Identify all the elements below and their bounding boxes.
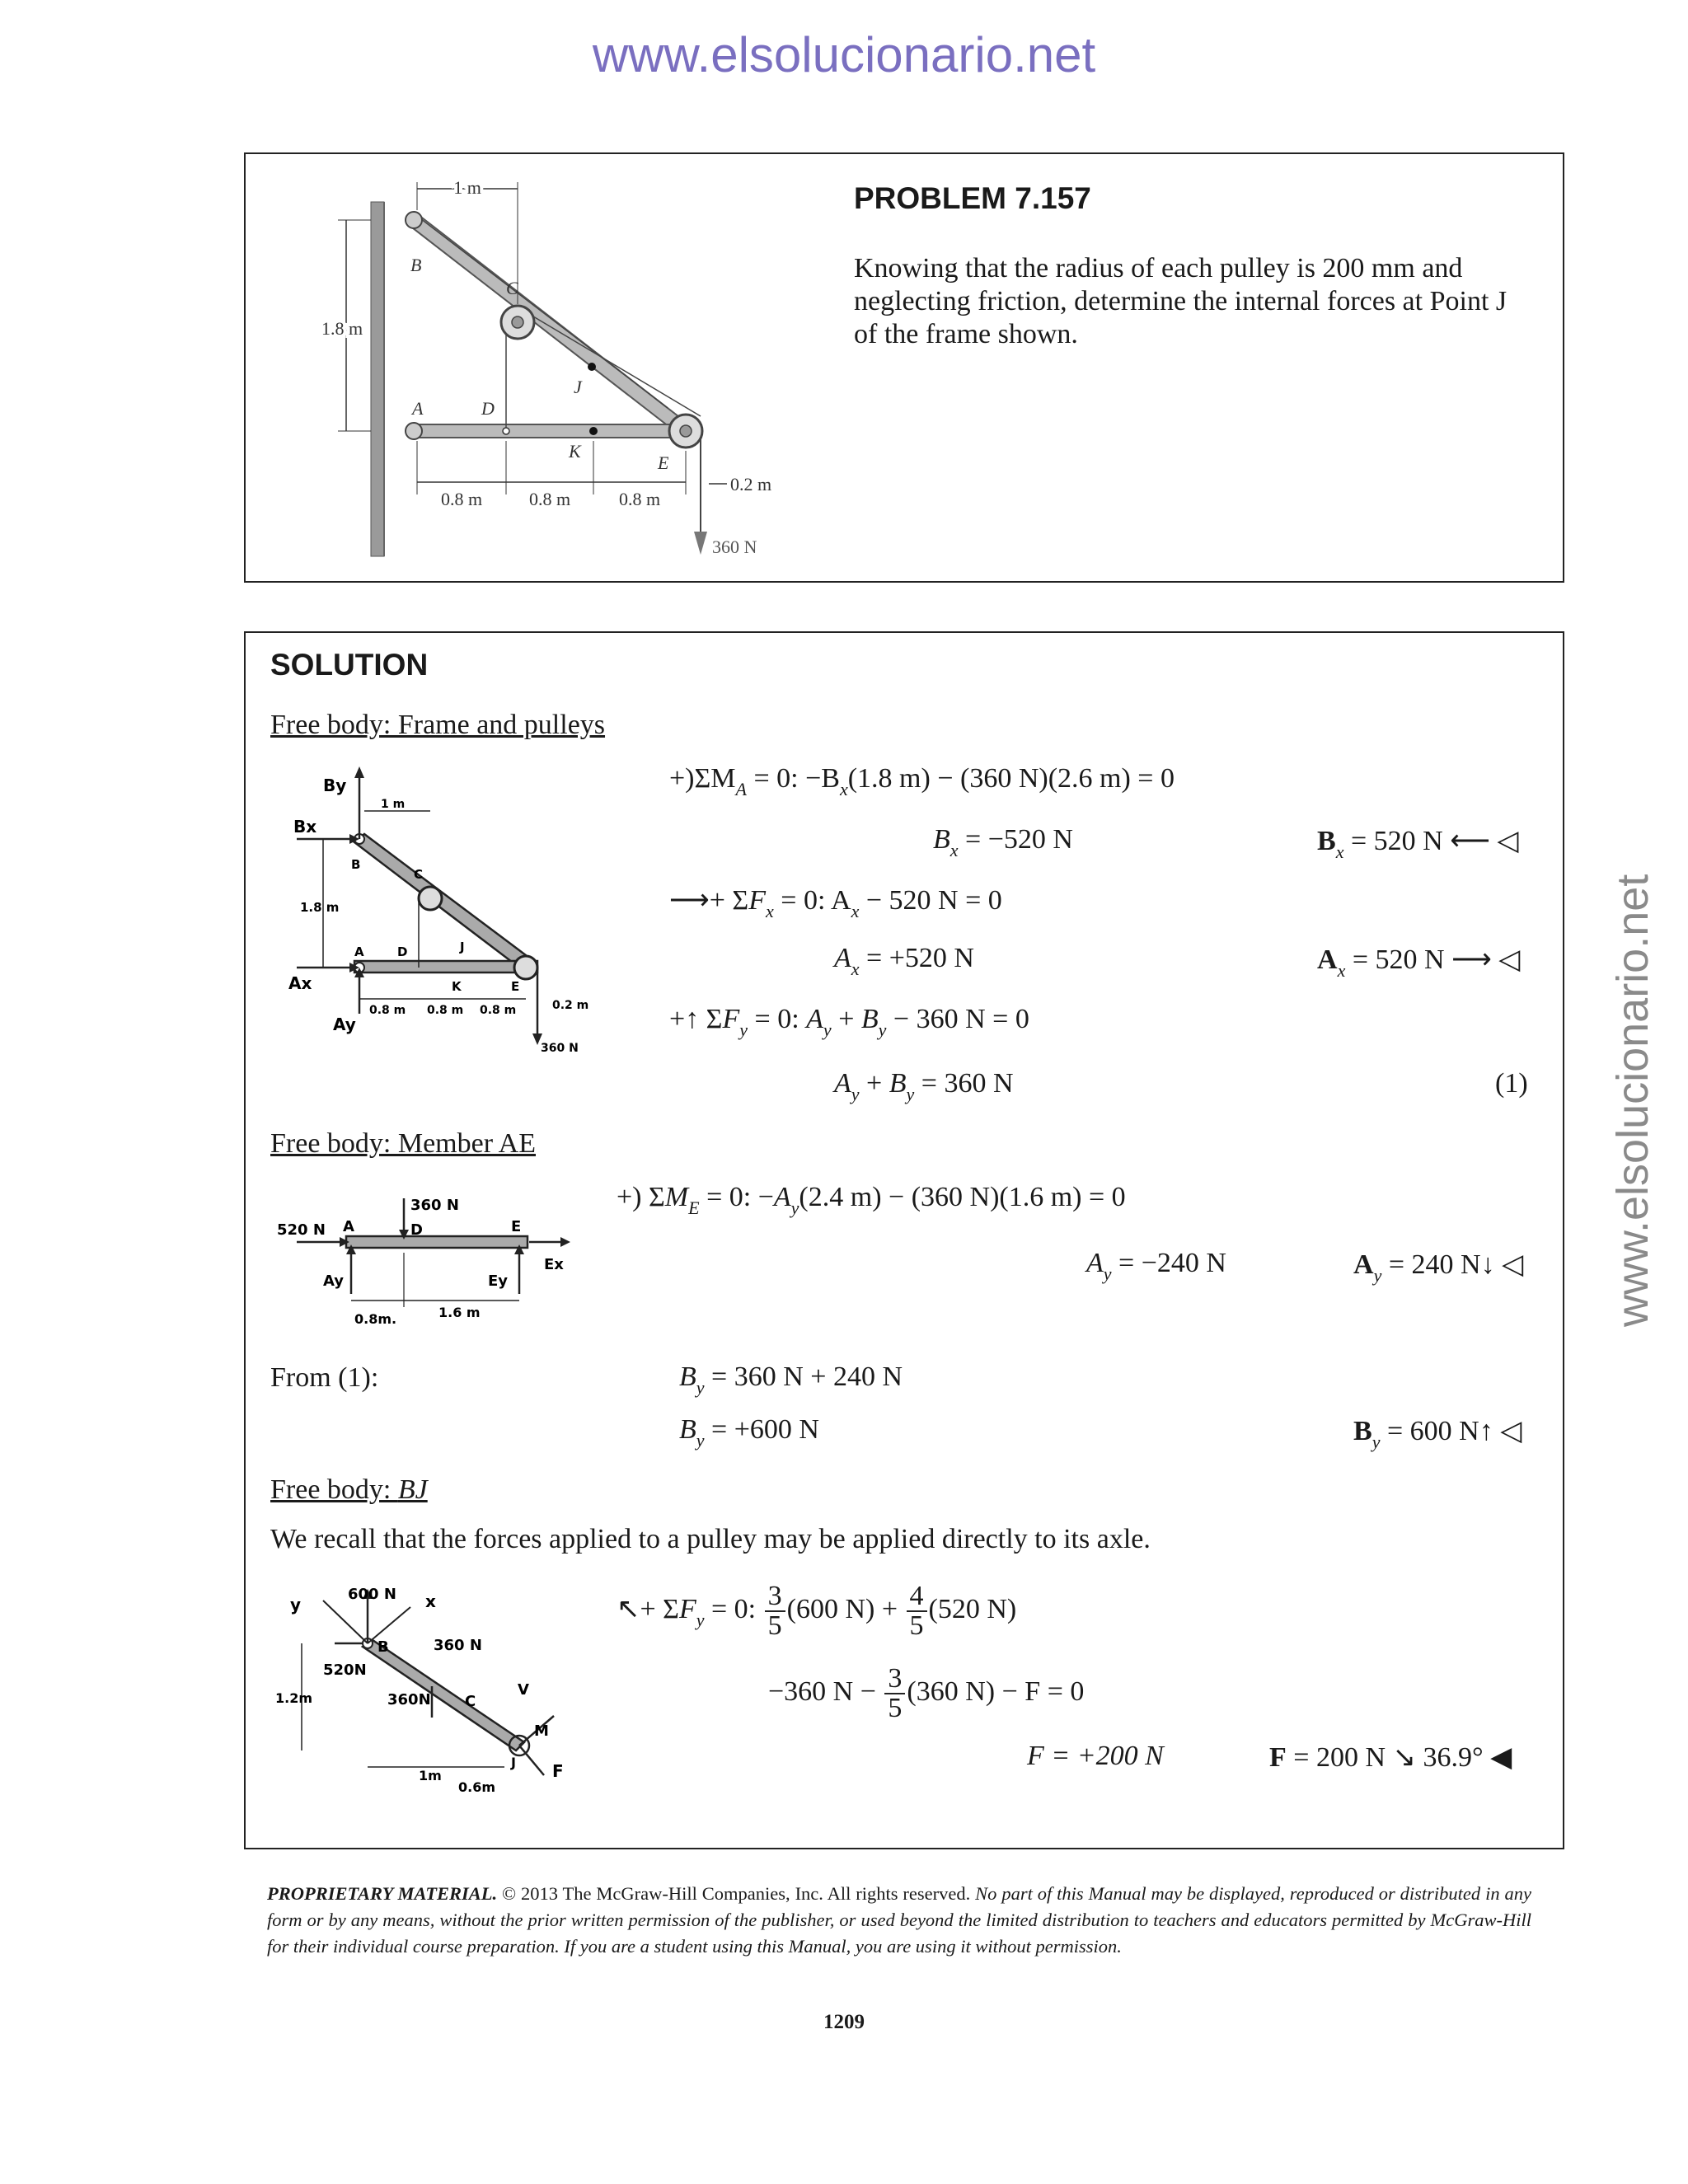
bj-x: x: [425, 1591, 436, 1611]
ae-16: 1.6 m: [438, 1305, 481, 1320]
ae-Ex: Ex: [544, 1256, 564, 1273]
watermark-side: www.elsolucionario.net: [1608, 874, 1658, 1327]
bj-J: J: [511, 1755, 516, 1770]
eq-sum-y: $A_y + B_y = 360$ N: [834, 1068, 1014, 1104]
point-K: [589, 427, 598, 435]
dim-span-2: 0.8 m: [528, 489, 571, 509]
sk-Ax: Ax: [288, 973, 312, 993]
bj-12: 1.2m: [275, 1690, 313, 1706]
ccw-sign: +): [669, 763, 695, 794]
bj-1m: 1m: [419, 1768, 442, 1783]
ans-F: F = 200 N ↘ 36.9° ◀: [1269, 1742, 1512, 1773]
label-A: A: [412, 398, 424, 419]
eq-Ay: $A_y = -240$ N: [1086, 1248, 1226, 1284]
sk-By: By: [323, 776, 347, 795]
member-AE: [412, 424, 684, 438]
bj-sketch: [272, 1582, 585, 1797]
sk-s3: 0.8 m: [480, 1004, 517, 1017]
cable-3: [529, 314, 701, 416]
load-label: 360 N: [712, 537, 757, 557]
bj-600: 600 N: [348, 1586, 396, 1603]
ae-E: E: [511, 1218, 522, 1235]
eq-F: F = +200 N: [1027, 1741, 1164, 1771]
sk-E: E: [511, 979, 520, 994]
statement-line-1: Knowing that the radius of each pulley is 200 mm and: [854, 253, 1463, 284]
dim-span-1: 0.8 m: [440, 489, 483, 509]
eq-moment-A: $+)\Sigma M_A = 0$: $-B_x(1.8$ m) − (360 N)(2.6 m) = 0: [669, 763, 1175, 799]
eq-Fx: ⟶+ $\Sigma F_x = 0$: $A_x - 520$ N = 0: [669, 885, 1002, 921]
sk-load: 360 N: [541, 1042, 579, 1055]
statement-line-3: of the frame shown.: [854, 319, 1078, 349]
sk-D: D: [397, 944, 408, 959]
eq-By-2: $B_y = +600$ N: [679, 1414, 819, 1451]
label-C: C: [506, 278, 518, 298]
bj-y: y: [290, 1595, 302, 1615]
dim-right: 0.2 m: [730, 474, 772, 494]
ae-D: D: [410, 1221, 423, 1239]
cable-1: [414, 213, 668, 408]
fb1-label: Free body: Frame and pulleys: [270, 710, 606, 740]
bj-B: B: [377, 1638, 389, 1656]
point-D: [503, 428, 509, 434]
sk-Bx: Bx: [293, 817, 317, 837]
sk-02m: 0.2 m: [552, 999, 589, 1012]
fb2-label: Free body: Member AE: [270, 1128, 536, 1159]
ae-360: 360 N: [410, 1197, 459, 1214]
eq-Fy: +↑ $\Sigma F_y = 0$: $A_y + B_y - 360$ N = 0: [669, 1004, 1029, 1040]
pin-B: [406, 212, 422, 228]
dim-span-3: 0.8 m: [618, 489, 661, 509]
eq-ref-1: (1): [1495, 1068, 1528, 1099]
eq-Ax: $A_x = +520$ N: [834, 943, 974, 979]
dim-left: 1.8 m: [321, 318, 363, 339]
footer-notice: PROPRIETARY MATERIAL. © 2013 The McGraw-Hill Companies, Inc. All rights reserved. No part of this Manual may be displayed, reproduced or distributed in any form or by any means, without the prior written permission of the publisher, or used beyond the limited distribution to teachers and educators permitted by McGraw-Hill for their individual course preparation. If you are a student using this Manual, you are using it without permission.: [267, 1883, 1531, 1957]
bj-F: F: [552, 1761, 564, 1781]
ae-520: 520 N: [277, 1221, 326, 1239]
member-BE: [409, 215, 682, 429]
load-arrow: [694, 532, 707, 555]
ans-By: $B_y = 600$ N↑ ◁: [1353, 1416, 1522, 1452]
eq-moment-E: +) $\Sigma M_E = 0$: $-A_y(2.4$ m) − (360 N)(1.6 m) = 0: [617, 1182, 1126, 1218]
sk-s2: 0.8 m: [427, 1004, 464, 1017]
sk-s1: 0.8 m: [369, 1004, 406, 1017]
from1-label: From (1):: [270, 1362, 379, 1393]
recall-text: We recall that the forces applied to a pulley may be applied directly to its axle.: [270, 1524, 1151, 1554]
pin-A: [406, 423, 422, 439]
point-J: [588, 363, 596, 371]
fb3-label: Free body: BJ: [270, 1474, 428, 1505]
wall: [371, 202, 384, 556]
eq-bj-2: −360 N − $\frac{3}{5}$ (360 N) − F = 0: [768, 1663, 1085, 1723]
label-J: J: [574, 377, 582, 397]
ae-A: A: [343, 1218, 354, 1235]
ae-Ay: Ay: [323, 1272, 345, 1290]
bj-360a: 360 N: [434, 1637, 482, 1654]
ans-Ay: $A_y = 240$ N↓ ◁: [1353, 1249, 1524, 1286]
sk-J: J: [460, 940, 465, 954]
ae-Ey: Ey: [488, 1272, 509, 1290]
eq-Bx: $B_x = -520$ N: [933, 824, 1073, 860]
eq-By-1: $B_y = 360$ N + 240 N: [679, 1361, 903, 1398]
problem-title: PROBLEM 7.157: [854, 181, 1091, 215]
sk-18m: 1.8 m: [300, 900, 340, 915]
sk-K: K: [452, 979, 462, 994]
problem-statement: [854, 252, 1530, 351]
label-D: D: [481, 398, 495, 419]
ae-08: 0.8m.: [354, 1311, 397, 1327]
sk-B: B: [351, 857, 361, 872]
bj-M: M: [534, 1722, 549, 1740]
problem-figure: [305, 169, 799, 565]
label-B: B: [410, 255, 422, 275]
bj-C: C: [465, 1693, 476, 1710]
sk-1m: 1 m: [381, 798, 406, 811]
label-E: E: [658, 452, 669, 473]
bj-520: 520N: [323, 1661, 367, 1679]
solution-heading: SOLUTION: [270, 648, 429, 682]
bj-V: V: [518, 1681, 529, 1699]
sk-C: C: [414, 867, 424, 882]
sk-Ay: Ay: [333, 1015, 356, 1034]
frame-sketch: [272, 766, 618, 1063]
ae-sketch: [272, 1187, 585, 1335]
ans-Bx: $B_x = 520$ N ⟵ ◁: [1317, 826, 1519, 862]
watermark-top: www.elsolucionario.net: [592, 27, 1096, 82]
bj-360b: 360N: [387, 1691, 431, 1708]
ans-Ax: $A_x = 520$ N ⟶ ◁: [1317, 944, 1521, 981]
sk-A: A: [354, 944, 364, 959]
eq-bj-1: ↖+ $\Sigma F_y = 0$: $\frac{3}{5}$ (600 N) + $\frac{4}{5}$ (520 N): [617, 1581, 1017, 1641]
bj-06: 0.6m: [458, 1779, 496, 1795]
dim-top: 1 m: [453, 177, 481, 198]
statement-line-2: neglecting friction, determine the internal forces at Point J: [854, 286, 1507, 316]
label-K: K: [569, 441, 581, 462]
page-number: 1209: [823, 2011, 865, 2033]
